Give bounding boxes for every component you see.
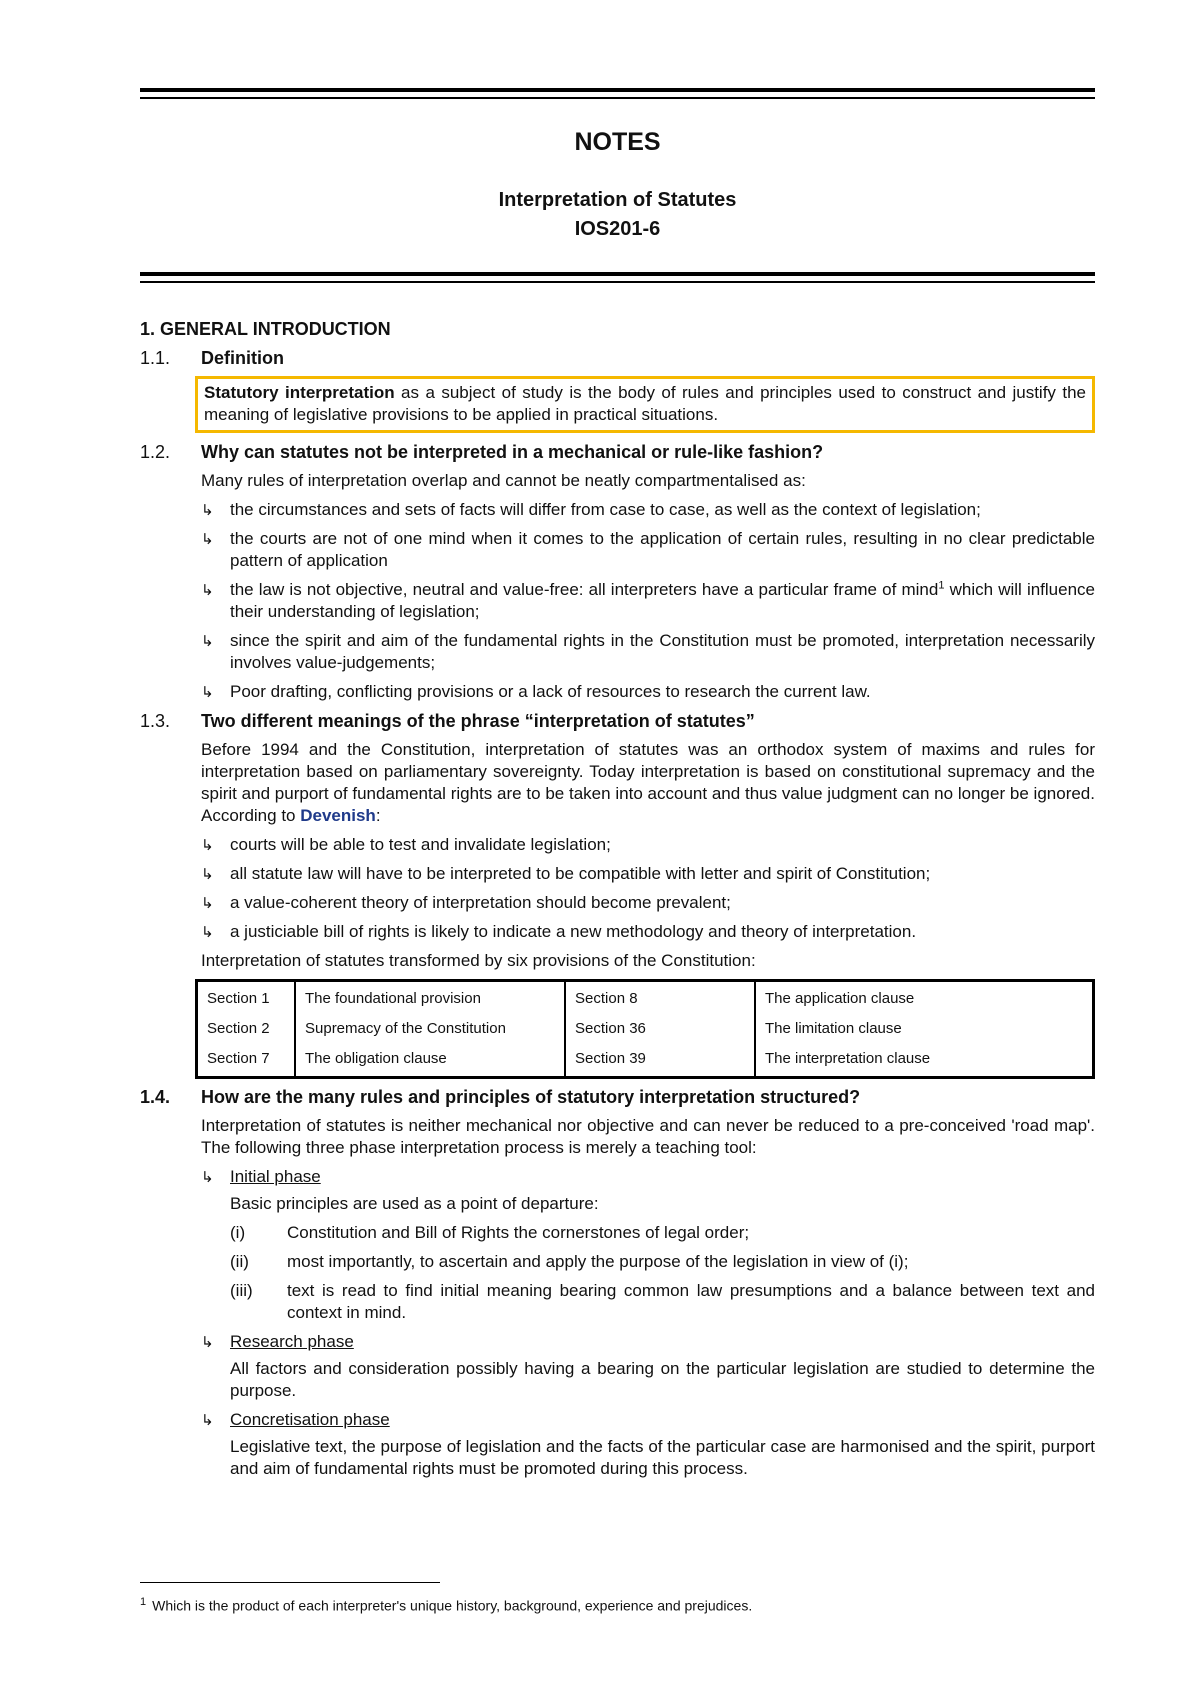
list-item [201, 1331, 1095, 1353]
phase-list [201, 1166, 1095, 1188]
table-cell: The interpretation clause [755, 1044, 1094, 1078]
footnote-reference[interactable]: 1 [938, 579, 945, 592]
paragraph: Legislative text, the purpose of legislation and the facts of the particular case are harmonised and the spirit, purport and aim of fundamental rights must be promoted during this process. [230, 1437, 1095, 1478]
list-item [201, 1409, 1095, 1431]
section-title: Two different meanings of the phrase “interpretation of statutes” [201, 711, 755, 731]
section-title: How are the many rules and principles of statutory interpretation structured? [201, 1087, 861, 1107]
list-item [201, 1166, 1095, 1188]
table-row [197, 1014, 1094, 1044]
list-item: ↳ the courts are not of one mind when it comes to the application of certain rules, resulting in no clear predictable pattern of application [201, 529, 1095, 570]
bullet-list [201, 834, 1095, 943]
table-cell: The limitation clause [755, 1014, 1094, 1044]
page-title: NOTES [574, 128, 661, 156]
section-1-4-heading [140, 1086, 1095, 1108]
section-number: 1.1. [140, 348, 171, 368]
phase-title: Research phase [230, 1332, 354, 1351]
phase-list [201, 1409, 1095, 1431]
list-item: ↳ courts will be able to test and invalidate legislation; [201, 835, 611, 854]
table-cell: The foundational provision [295, 981, 565, 1015]
course-code: IOS201-6 [574, 218, 661, 240]
notes-content [140, 318, 1095, 1487]
concretisation-phase-body [230, 1436, 1095, 1480]
section-1-1-heading [140, 347, 1095, 369]
table-intro: Interpretation of statutes transformed by six provisions of the Constitution: [201, 951, 756, 970]
footnote-text: Which is the product of each interpreter's unique history, background, experience and prejudices. [152, 1597, 753, 1614]
section-number: 1.4. [140, 1087, 171, 1107]
list-item: ↳ a value-coherent theory of interpretation should become prevalent; [201, 893, 731, 912]
arrow-bullet-icon: ↳ [201, 581, 214, 599]
table-cell: The obligation clause [295, 1044, 565, 1078]
arrow-bullet-icon: ↳ [201, 501, 214, 519]
arrow-bullet-icon: ↳ [201, 894, 214, 912]
arrow-bullet-icon: ↳ [201, 1411, 214, 1429]
section-1-2-heading [140, 441, 1095, 463]
table-row [197, 981, 1094, 1015]
footnote [140, 1596, 752, 1614]
definition-term: Statutory interpretation [204, 383, 395, 402]
phase-title: Initial phase [230, 1167, 321, 1186]
course-title: Interpretation of Statutes [498, 189, 737, 211]
section-number: 1.3. [140, 711, 171, 731]
arrow-bullet-icon: ↳ [201, 683, 214, 701]
list-item: (ii) most importantly, to ascertain and apply the purpose of the legislation in view of (i); [230, 1252, 909, 1271]
paragraph: Before 1994 and the Constitution, interpretation of statutes was an orthodox system of maxims and rules for interpretation based on parliamentary sovereignty. Today interpretation is based on constitutional supremacy and the spirit and purport of fundamental rights are to be taken into account and thus value judgment can no longer be ignored. According to Devenish: [201, 740, 1095, 825]
arrow-bullet-icon: ↳ [201, 923, 214, 941]
section-1-4-body [201, 1115, 1095, 1480]
list-item: ↳ Poor drafting, conflicting provisions or a lack of resources to research the current law. [201, 682, 871, 701]
header-bottom-rule [140, 272, 1095, 283]
table-cell: Supremacy of the Constitution [295, 1014, 565, 1044]
paragraph: All factors and consideration possibly having a bearing on the particular legislation are studied to determine the purpose. [230, 1359, 1095, 1400]
definition-text: as a subject of study is the body of rules and principles used to construct and justify the meaning of legislative provisions to be applied in practical situations. [204, 383, 1086, 424]
list-item: ↳ the circumstances and sets of facts will differ from case to case, as well as the context of legislation; [201, 500, 981, 519]
section-1-heading: 1. GENERAL INTRODUCTION [140, 319, 391, 339]
header-top-rule [140, 88, 1095, 99]
section-1-3-heading [140, 710, 1095, 732]
initial-phase-body [230, 1193, 1095, 1324]
arrow-bullet-icon: ↳ [201, 865, 214, 883]
section-title: Definition [201, 348, 284, 368]
paragraph: Many rules of interpretation overlap and cannot be neatly compartmentalised as: [201, 471, 806, 490]
bullet-list [201, 499, 1095, 703]
list-item: ↳ the law is not objective, neutral and value-free: all interpreters have a particular frame of mind$^1$ which will influence their understanding of legislation; [201, 579, 1095, 621]
section-title: Why can statutes not be interpreted in a mechanical or rule-like fashion? [201, 442, 824, 462]
table-row [197, 1044, 1094, 1078]
definition-box [195, 376, 1095, 433]
list-item: ↳ a justiciable bill of rights is likely to indicate a new methodology and theory of interpretation. [201, 922, 917, 941]
table-cell: Section 8 [565, 981, 755, 1015]
table-cell: Section 2 [207, 1020, 270, 1037]
paragraph: Basic principles are used as a point of departure: [230, 1194, 599, 1213]
table-cell: Section 39 [565, 1044, 755, 1078]
paragraph: Interpretation of statutes is neither mechanical nor objective and can never be reduced to a pre-conceived 'road map'. The following three phase interpretation process is merely a teaching tool: [201, 1116, 1095, 1157]
table-cell: Section 7 [207, 1050, 270, 1067]
section-1-3-body [201, 739, 1095, 972]
phase-list [201, 1331, 1095, 1353]
table-cell: The application clause [755, 981, 1094, 1015]
arrow-bullet-icon: ↳ [201, 836, 214, 854]
table-cell: Section 1 [207, 990, 270, 1007]
footnote-rule [140, 1582, 440, 1583]
arrow-bullet-icon: ↳ [201, 632, 214, 650]
constitution-provisions-table [195, 979, 1095, 1079]
list-item: (iii) text is read to find initial meaning bearing common law presumptions and a balance between text and context in mind. [230, 1281, 1095, 1322]
section-1-2-body [201, 470, 1095, 703]
author-name: Devenish [300, 806, 376, 825]
research-phase-body [230, 1358, 1095, 1402]
arrow-bullet-icon: ↳ [201, 530, 214, 548]
list-item: ↳ since the spirit and aim of the fundamental rights in the Constitution must be promoted, interpretation necessarily involves value-judgements; [201, 631, 1095, 672]
phase-title: Concretisation phase [230, 1410, 390, 1429]
arrow-bullet-icon: ↳ [201, 1333, 214, 1351]
footnote-number: 1 [140, 1596, 147, 1608]
list-item: (i) Constitution and Bill of Rights the cornerstones of legal order; [230, 1223, 750, 1242]
section-number: 1.2. [140, 442, 171, 462]
arrow-bullet-icon: ↳ [201, 1168, 214, 1186]
list-item: ↳ all statute law will have to be interpreted to be compatible with letter and spirit of Constitution; [201, 864, 931, 883]
table-cell: Section 36 [565, 1014, 755, 1044]
